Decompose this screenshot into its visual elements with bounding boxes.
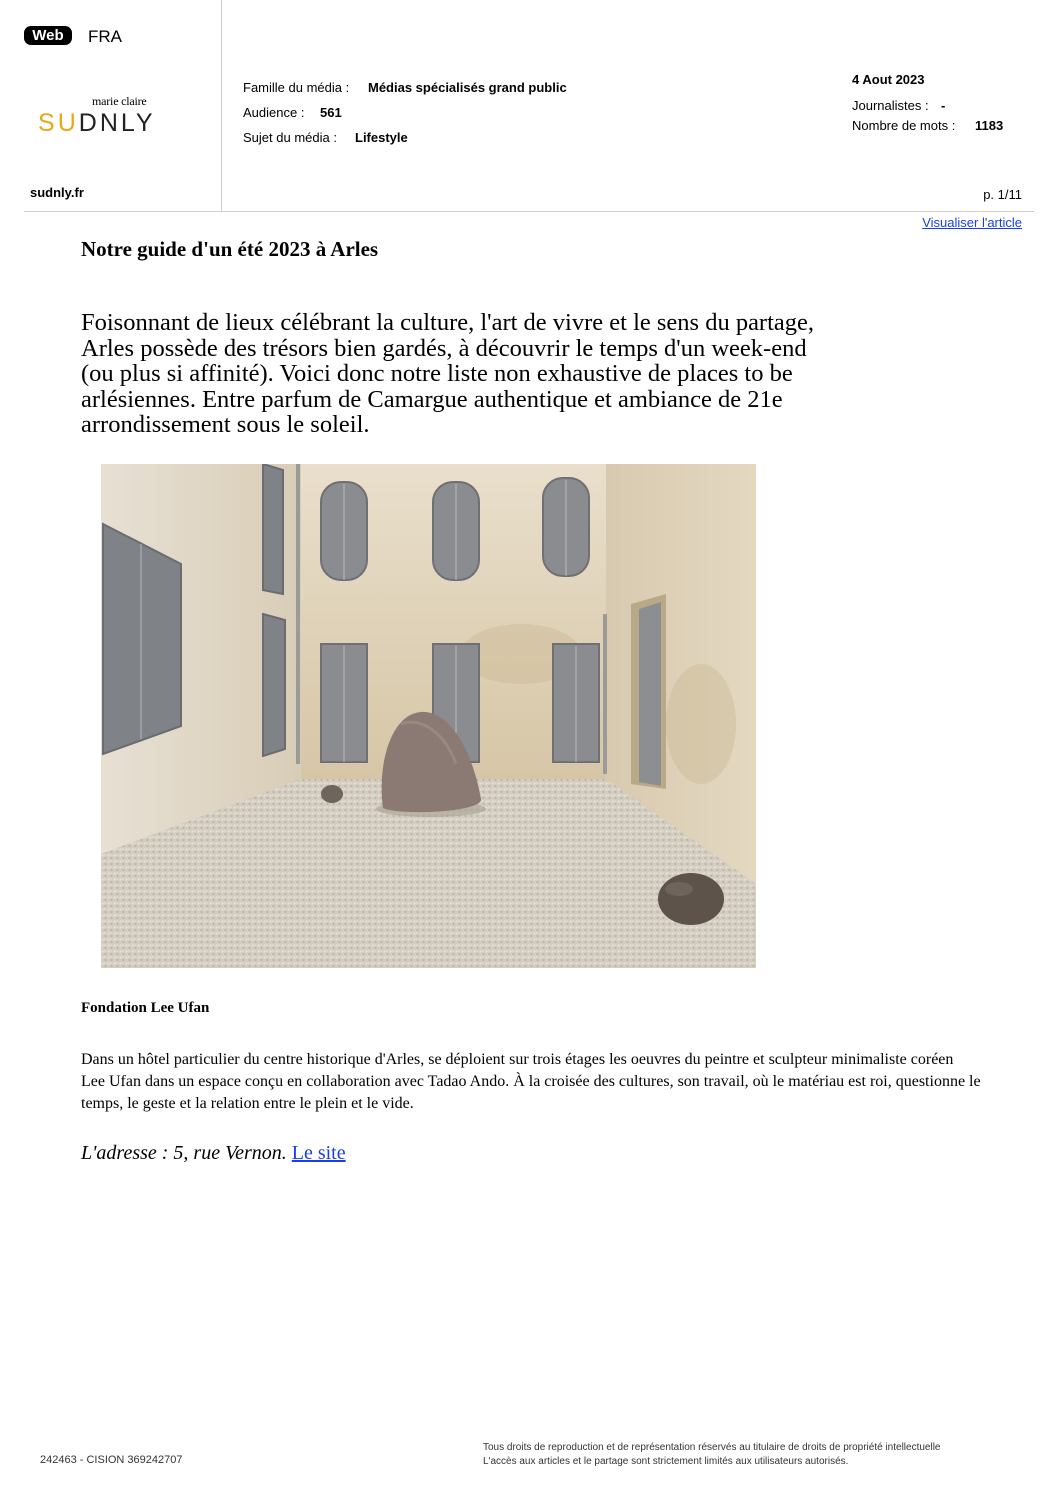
rights-line: L'accès aux articles et le partage sont strictement limités aux utilisateurs autorisés. — [483, 1456, 849, 1467]
logo-sudnly — [38, 109, 156, 137]
site-domain: sudnly.fr — [30, 185, 84, 200]
document-id: 242463 - CISION 369242707 — [40, 1454, 183, 1466]
photo-caption: Fondation Lee Ufan — [81, 1000, 210, 1016]
audience-value: 561 — [320, 105, 342, 120]
rights-line: Tous droits de reproduction et de représentation réservés au titulaire de droits de propriété intellectuelle — [483, 1442, 941, 1453]
header-divider-horizontal — [24, 211, 1034, 212]
header-divider-vertical — [221, 0, 222, 212]
publication-date: 4 Aout 2023 — [852, 72, 925, 87]
sujet-label: Sujet du média : — [243, 130, 337, 145]
address-line — [81, 1140, 346, 1166]
article-lead: Foisonnant de lieux célébrant la culture, l'art de vivre et le sens du partage, Arles possède des trésors bien gardés, à découvrir le temps d'un week-end (ou plus si affinité). Voici donc notre liste non exhaustive de places to be arlésiennes. Entre parfum de Camargue authentique et ambiance de 21e arrondissement sous le soleil. — [81, 309, 815, 438]
logo-letter: D — [78, 109, 100, 137]
language-label: FRA — [88, 27, 122, 46]
journalistes-label: Journalistes : — [852, 98, 929, 113]
famille-value: Médias spécialisés grand public — [368, 80, 567, 95]
logo-letter: U — [57, 109, 79, 137]
article-title: Notre guide d'un été 2023 à Arles — [81, 237, 379, 261]
address-text: L'adresse : 5, rue Vernon. — [81, 1142, 287, 1164]
audience-label: Audience : — [243, 105, 305, 120]
logo-marie-claire: marie claire — [92, 94, 147, 108]
article-body: Dans un hôtel particulier du centre historique d'Arles, se déploient sur trois étages les oeuvres du peintre et sculpteur minimaliste coréen Lee Ufan dans un espace conçu en collaboration avec Tadao Ando. À la croisée des cultures, son travail, où le matériau est roi, questionne le temps, le geste et la relation entre le plein et le vide. — [81, 1051, 981, 1112]
site-link[interactable]: Le site — [291, 1142, 346, 1164]
mots-value: 1183 — [975, 118, 1004, 133]
format-badge: Web — [24, 26, 72, 45]
courtyard-photo — [101, 464, 756, 968]
logo-letter: S — [38, 109, 58, 137]
rights-notice — [483, 1441, 1043, 1469]
journalistes-value: - — [941, 98, 946, 113]
mots-label: Nombre de mots : — [852, 118, 956, 133]
page-number: p. 1/11 — [983, 187, 1022, 202]
view-article-link[interactable]: Visualiser l'article — [922, 215, 1022, 230]
logo-letters: NLY — [99, 109, 156, 137]
famille-label: Famille du média : — [243, 80, 350, 95]
sujet-value: Lifestyle — [355, 130, 408, 145]
